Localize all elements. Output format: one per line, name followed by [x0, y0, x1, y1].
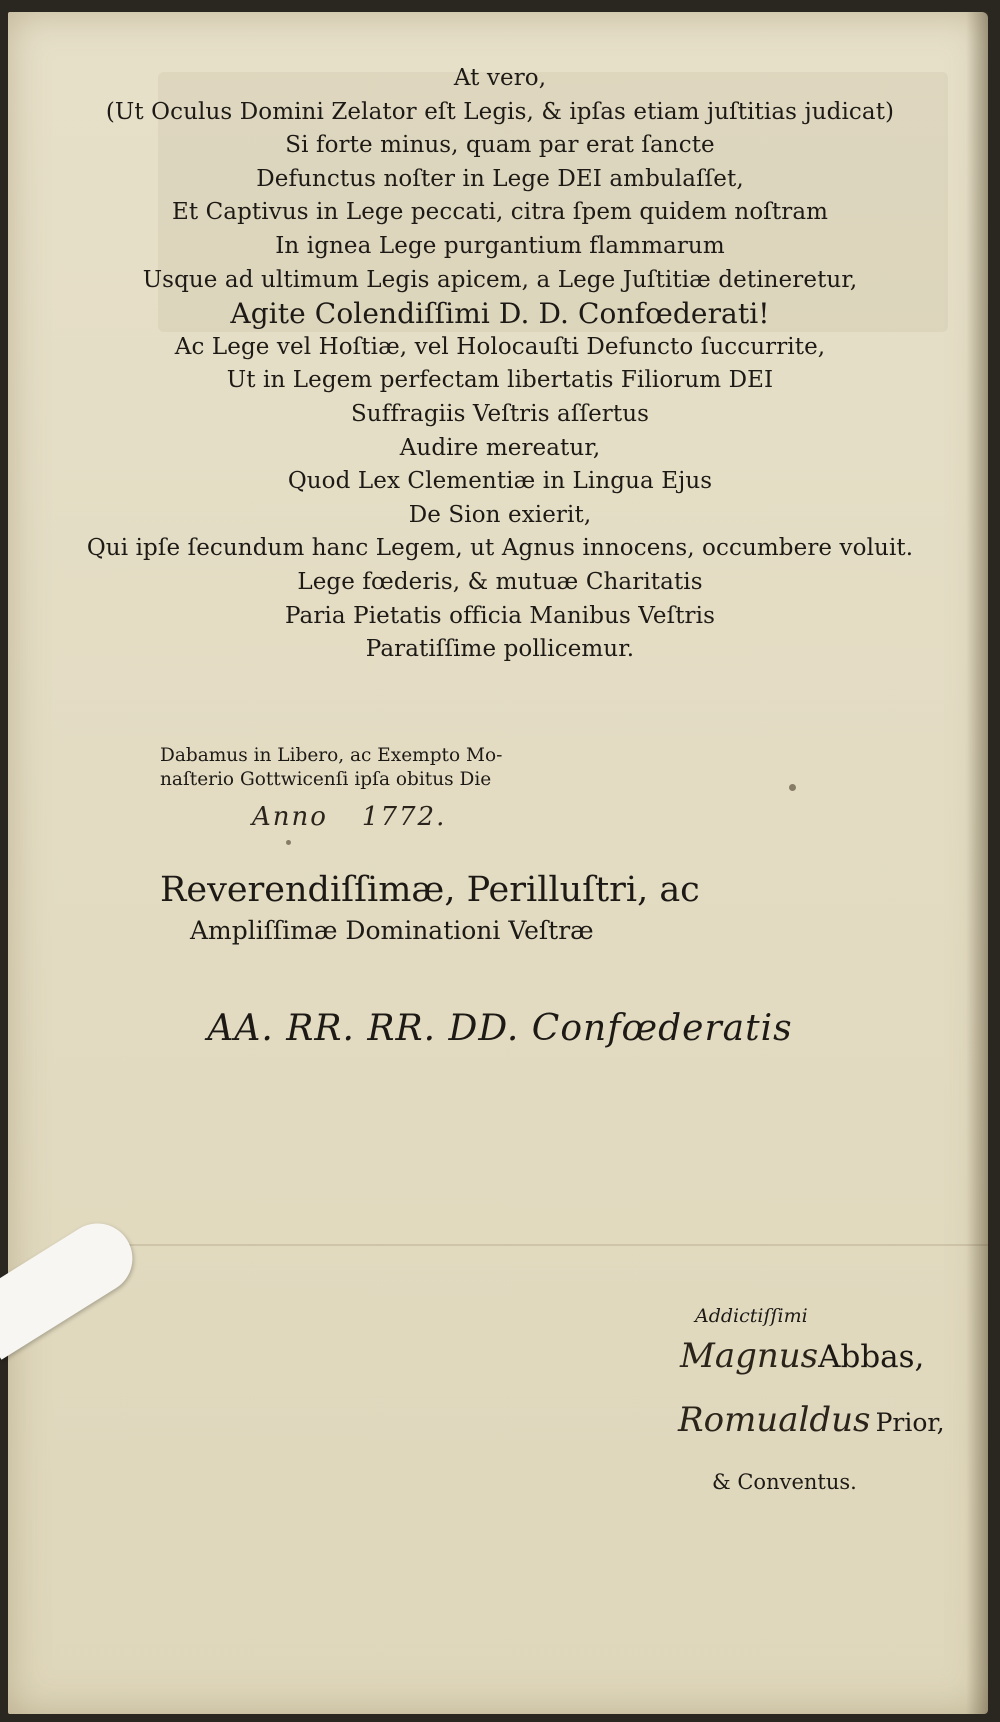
memorial-verse — [0, 62, 1000, 667]
page-fold — [68, 1244, 988, 1246]
signature-prior — [678, 1400, 945, 1440]
prior-handwritten-name: Romualdus — [678, 1400, 871, 1440]
prior-title: Prior, — [875, 1408, 945, 1437]
verse-line-exhortation: Agite Colendiſſimi D. D. Confœderati! — [230, 297, 770, 331]
verse-line: In ignea Lege purgantium flammarum — [275, 232, 725, 259]
ink-spot — [286, 840, 291, 845]
verse-line: Qui ipſe ſecundum hanc Legem, ut Agnus innocens, occumbere voluit. — [86, 535, 914, 562]
signature-convent: & Conventus. — [712, 1470, 857, 1494]
signature-abbot — [680, 1336, 924, 1376]
handwritten-date — [252, 802, 446, 832]
addressee-heading: AA. RR. RR. DD. Confœderatis — [207, 1008, 793, 1049]
verse-line: At vero, — [453, 65, 547, 91]
verse-line: Usque ad ultimum Legis apicem, a Lege Juſtitiæ detineretur, — [142, 266, 858, 293]
dating-clause — [160, 744, 560, 792]
abbot-title: Abbas, — [818, 1339, 925, 1375]
verse-line: Ac Lege vel Hoſtiæ, vel Holocauſti Defuncto ſuccurrite, — [174, 333, 826, 360]
salutation-line: Ampliſſimæ Dominationi Veſtræ — [190, 916, 594, 945]
verse-line: Si forte minus, quam par erat ſancte — [285, 132, 715, 159]
verse-line: Paratiſſime pollicemur. — [365, 636, 635, 663]
verse-line: Et Captivus in Lege peccati, citra ſpem quidem noſtram — [171, 199, 829, 226]
signature-addictissimi: Addictiſſimi — [695, 1305, 808, 1327]
verse-line: De Sion exierit, — [408, 501, 592, 528]
handwritten-anno: Anno — [252, 802, 328, 832]
handwritten-year: 1772. — [361, 802, 447, 832]
abbot-handwritten-name: Magnus — [680, 1336, 819, 1376]
verse-line: Audire mereatur, — [399, 434, 601, 461]
verse-line: Lege fœderis, & mutuæ Charitatis — [297, 568, 703, 595]
verse-line: Ut in Legem perfectam libertatis Filiorum DEI — [226, 367, 774, 394]
ink-spot — [789, 784, 796, 791]
dating-line: Dabamus in Libero, ac Exempto Mo- — [160, 745, 503, 766]
verse-line: Paria Pietatis officia Manibus Veſtris — [284, 602, 716, 629]
dating-line: naſterio Gottwicenſi ipſa obitus Die — [160, 769, 492, 790]
verse-line: Suffragiis Veſtris aſſertus — [350, 400, 650, 427]
verse-line: (Ut Oculus Domini Zelator eſt Legis, & ipſas etiam juſtitias judicat) — [105, 98, 895, 125]
verse-line: Quod Lex Clementiæ in Lingua Ejus — [287, 468, 713, 495]
salutation-line: Reverendiſſimæ, Perilluſtri, ac — [160, 870, 700, 910]
verse-line: Defunctus noſter in Lege DEI ambulaſſet, — [256, 165, 744, 192]
